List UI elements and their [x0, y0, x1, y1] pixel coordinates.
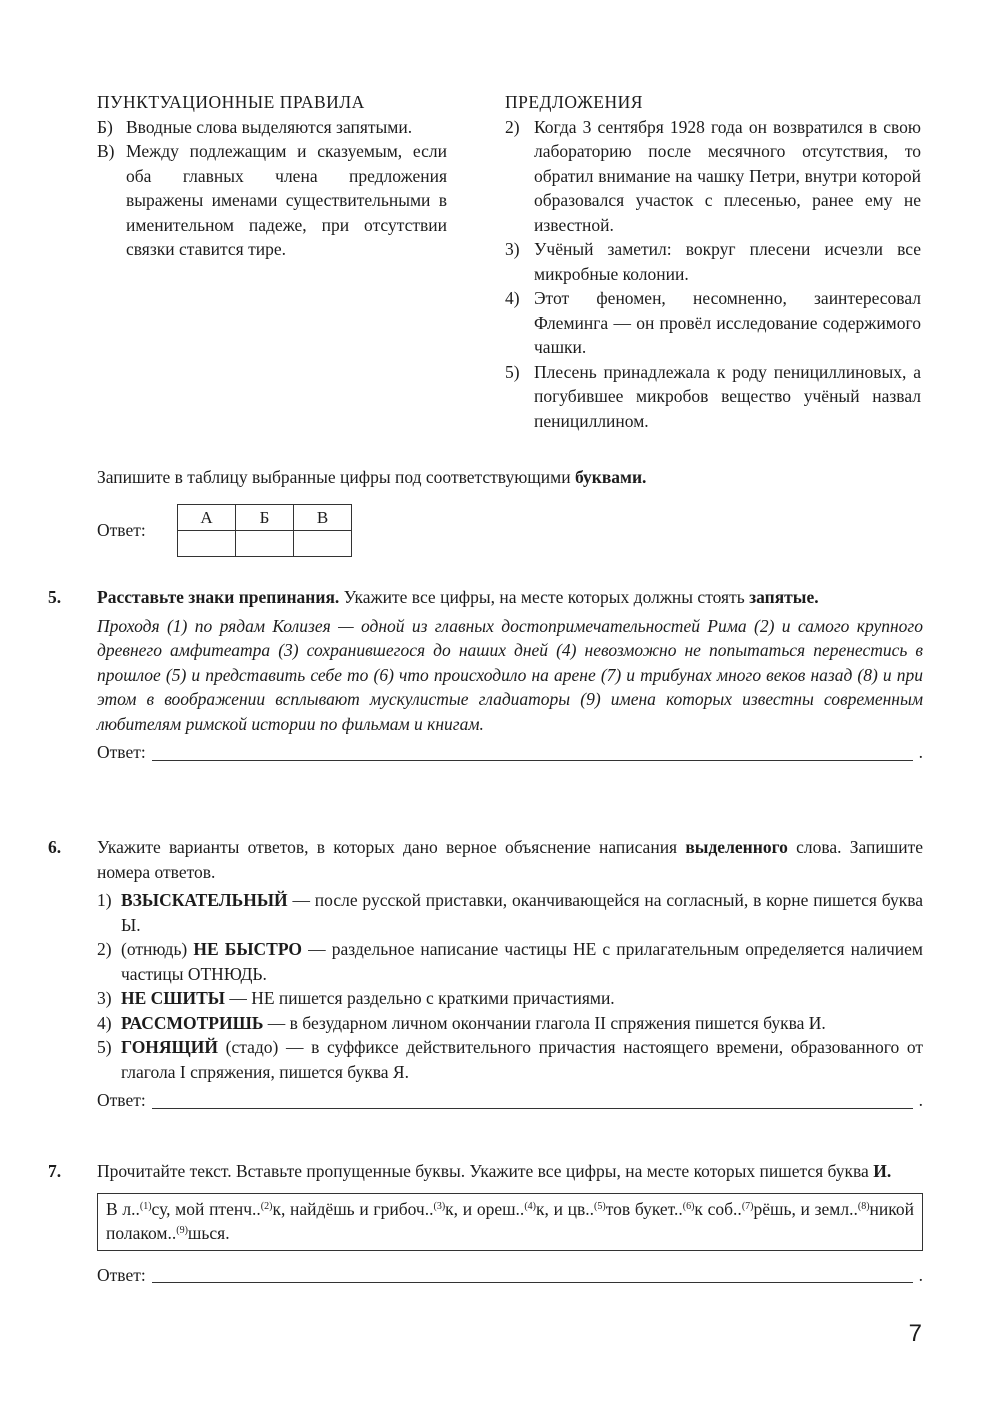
sentence-item [505, 115, 921, 238]
sentence-number: 3) [505, 239, 520, 259]
sentence-text: Этот феномен, несомненно, заинтересовал Флеминга — он провёл исследование содержимого чашки. [534, 288, 921, 357]
task-7-answer-field[interactable] [152, 1264, 913, 1283]
task-5-answer [97, 740, 923, 765]
gap-marker: (8) [857, 1200, 870, 1212]
task-6-instruction-text: Укажите варианты ответов, в которых дано верное объяснение написания [97, 837, 686, 857]
text-segment: тов букет.. [605, 1198, 683, 1219]
option-explanation: — после русской приставки, оканчивающейся на согласный, в корне пишется буква Ы. [121, 890, 923, 935]
page-number: 7 [908, 1320, 922, 1347]
gap-marker: (6) [682, 1200, 695, 1212]
table-instruction-bold: буквами. [574, 467, 647, 487]
task-7-answer [97, 1263, 923, 1288]
rule-text: Между подлежащим и сказуемым, если оба главных члена предложения выражены именами существительными в именительном падеже, при отсутствии связки ставится тире. [126, 141, 447, 259]
rules-heading: ПУНКТУАЦИОННЫЕ ПРАВИЛА [97, 92, 365, 112]
answer-table-block [97, 504, 352, 557]
text-segment: к соб.. [694, 1198, 742, 1219]
gap-marker: (3) [433, 1200, 446, 1212]
answer-table [177, 504, 352, 557]
sentence-item [505, 360, 921, 434]
answer-label: Ответ: [97, 1264, 146, 1285]
answer-cell-a[interactable] [178, 531, 236, 557]
option-text [121, 1011, 923, 1036]
answer-period: . [918, 1090, 923, 1110]
table-instruction [97, 465, 927, 490]
answer-period: . [918, 1264, 923, 1285]
text-segment: к, и ореш.. [445, 1198, 525, 1219]
task-7-instruction [97, 1159, 923, 1184]
task-7-instruction-bold: И. [873, 1161, 892, 1181]
option-item [97, 937, 923, 986]
sentence-item [505, 237, 921, 286]
text-segment: су, мой птенч.. [151, 1198, 261, 1219]
option-item [97, 986, 923, 1011]
sentences-heading: ПРЕДЛОЖЕНИЯ [505, 92, 643, 112]
gap-marker: (4) [524, 1200, 536, 1212]
task-6-instruction-end: слова. Запишите номера ответов. [97, 837, 924, 882]
option-explanation: — в безударном личном окончании глагола II спряжения пишется буква И. [263, 1012, 826, 1033]
text-segment: В л.. [106, 1198, 140, 1219]
answer-table-header-v: В [294, 505, 352, 531]
task-5-instruction [97, 585, 923, 610]
answer-label: Ответ: [97, 520, 146, 541]
text-segment: к, и цв.. [535, 1198, 595, 1219]
task-7-text [106, 1197, 914, 1246]
option-word: НЕ СШИТЫ [121, 988, 225, 1008]
answer-table-header-b: Б [236, 505, 294, 531]
task-number: 6. [48, 837, 62, 857]
task-6-instruction [97, 835, 923, 884]
option-text [121, 1035, 923, 1084]
gap-marker: (1) [139, 1200, 152, 1212]
option-number: 3) [97, 988, 112, 1008]
rule-text: Вводные слова выделяются запятыми. [126, 116, 413, 137]
answer-label: Ответ: [97, 1090, 146, 1110]
task-7-instruction-text: Прочитайте текст. Вставьте пропущенные буквы. Укажите все цифры, на месте которых пишется буква [97, 1161, 874, 1181]
option-item [97, 888, 923, 937]
sentence-item [505, 286, 921, 360]
answer-label: Ответ: [97, 742, 146, 762]
option-text [121, 986, 923, 1011]
text-segment: к, найдёшь и грибоч.. [272, 1198, 434, 1219]
rule-letter: В) [97, 141, 115, 161]
option-number: 2) [97, 939, 112, 959]
option-explanation: (стадо) — в суффиксе действительного причастия настоящего времени, образованного от глагола I спряжения, пишется буква Я. [121, 1037, 923, 1082]
option-number: 5) [97, 1037, 112, 1057]
table-instruction-text: Запишите в таблицу выбранные цифры под соответствующими [97, 467, 575, 487]
rule-item [97, 139, 447, 262]
task-7-text-box [97, 1193, 923, 1251]
option-word: ГОНЯЩИЙ [121, 1037, 219, 1057]
rule-item [97, 115, 447, 140]
task-6-options [97, 888, 923, 1084]
answer-table-header-a: А [178, 505, 236, 531]
option-explanation: — раздельное написание частицы НЕ с прилагательным определяется наличием частицы ОТНЮДЬ. [121, 939, 923, 984]
task-5-answer-field[interactable] [152, 742, 913, 761]
task-5-bold-lead: Расставьте знаки препинания. [97, 587, 340, 607]
sentences-column [505, 90, 921, 433]
sentence-number: 2) [505, 116, 520, 137]
option-word: НЕ БЫСТРО [193, 939, 303, 959]
text-segment: рёшь, и земл.. [753, 1198, 858, 1219]
task-5 [48, 585, 923, 765]
option-explanation: — НЕ пишется раздельно с краткими причастиями. [224, 988, 615, 1008]
option-item [97, 1035, 923, 1084]
task-5-text: Проходя (1) по рядам Колизея — одной из главных достопримечательностей Рима (2) и самого крупного древнего амфитеатра (3) сохранившегося до наших дней (4) невозможно не попытаться перенестись в прошлое (5) и представить себе то (6) что происходило на арене (7) и трибунах много веков назад (8) и при этом в воображении всплывают мускулистые гладиаторы (9) имена которых известны современным любителям римской истории по фильмам и книгам. [97, 615, 923, 734]
task-number: 5. [48, 587, 62, 607]
task-6-answer [97, 1088, 923, 1113]
task-6-answer-field[interactable] [152, 1090, 913, 1109]
option-number: 4) [97, 1012, 112, 1033]
answer-cell-b[interactable] [236, 531, 294, 557]
sentence-text: Когда 3 сентября 1928 года он возвратился в свою лабораторию после месячного отсутствия, то обратил внимание на чашку Петри, внутри которой образовался участок с плесенью, ранее ему не известной. [534, 116, 921, 235]
answer-cell-v[interactable] [294, 531, 352, 557]
task-5-instruction-bold: запятые. [749, 587, 819, 607]
task-7 [48, 1159, 923, 1287]
option-word: ВЗЫСКАТЕЛЬНЫЙ [121, 890, 288, 910]
rules-column [97, 90, 447, 262]
text-segment: шься. [187, 1223, 230, 1243]
task-5-instruction-text: Укажите все цифры, на месте которых должны стоять [339, 587, 750, 607]
answer-period: . [918, 742, 923, 762]
option-text [121, 937, 923, 986]
sentence-number: 5) [505, 361, 520, 382]
option-text [121, 888, 923, 937]
gap-marker: (2) [260, 1200, 273, 1212]
gap-marker: (7) [741, 1200, 754, 1212]
text-segment: никой полаком.. [106, 1198, 914, 1243]
sentence-text: Плесень принадлежала к роду пенициллиновых, а погубившее микробов вещество учёный назвал пенициллином. [534, 361, 921, 431]
gap-marker: (9) [176, 1225, 188, 1236]
task-6-instruction-bold: выделенного [685, 837, 788, 857]
rule-letter: Б) [97, 116, 113, 137]
task-number: 7. [48, 1161, 62, 1181]
option-item [97, 1011, 923, 1036]
option-word: РАССМОТРИШЬ [121, 1012, 264, 1033]
option-number: 1) [97, 890, 112, 910]
option-prefix: (отнюдь) [121, 939, 194, 959]
task-6 [48, 835, 923, 1113]
sentence-text: Учёный заметил: вокруг плесени исчезли все микробные колонии. [534, 239, 921, 284]
sentence-number: 4) [505, 288, 520, 308]
gap-marker: (5) [594, 1200, 606, 1212]
